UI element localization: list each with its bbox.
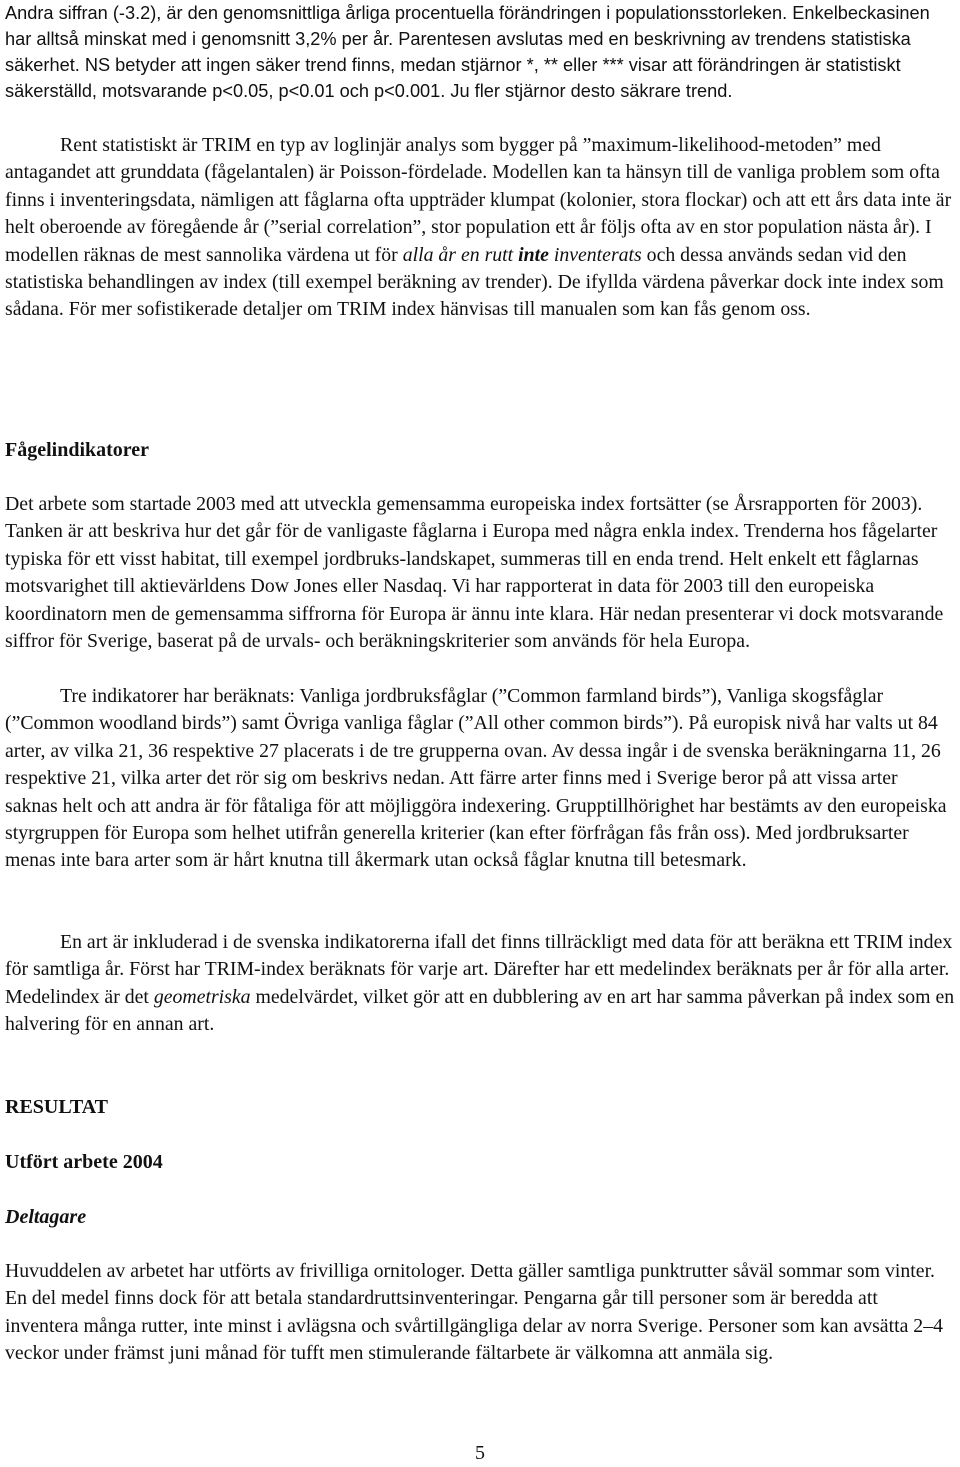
page-number: 5 [475, 1442, 485, 1464]
indicators-p3-em: geometriska [153, 985, 251, 1008]
subheading-deltagare: Deltagare [5, 1206, 87, 1228]
indicators-p3-text-b: medelvärdet, vilket gör att en dubblering av en art har samma påverkan på index som en halvering för en annan art. [5, 985, 955, 1036]
subheading-utfort-arbete: Utfört arbete 2004 [5, 1151, 163, 1173]
section-heading-fagelindikatorer: Fågelindikatorer [5, 439, 150, 461]
trim-text-em-bold: inte [518, 243, 549, 266]
trim-text-em1: alla år en rutt [402, 243, 519, 266]
indicators-paragraph-2: Tre indikatorer har beräknats: Vanliga jordbruksfåglar (”Common farmland birds”), Vanliga skogsfåglar (”Common woodland birds”) samt Övriga vanliga fåglar (”All other common birds”). På europisk nivå har valts ut 84 arter, av vilka 21, 36 respektive 27 placerats i de tre grupperna ovan. Av dessa ingår i de svenska beräkningarna 11, 26 respektive 21, vilka arter det rör sig om beskrivs nedan. Att färre arter finns med i Sverige beror på att vissa arter saknas helt och att andra är för fåtaliga för att möjliggöra indexering. Grupptillhörighet har bestämts av den europeiska styrgruppen för Europa som helhet utifrån generella kriterier (kan efter förfrågan fås från oss). Med jordbruksarter menas inte bara arter som är hårt knutna till åkermark utan också fåglar knutna till betesmark. [5, 685, 947, 872]
intro-paragraph: Andra siffran (-3.2), är den genomsnittliga årliga procentuella förändringen i populationsstorleken. Enkelbeckasinen har alltså minskat med i genomsnitt 3,2% per år. Parentesen avslutas med en beskrivning av trendens statistiska säkerhet. NS betyder att ingen säker trend finns, medan stjärnor *, ** eller *** visar att förändringen är statistiskt säkerställd, motsvarande p<0.05, p<0.01 och p<0.001. Ju fler stjärnor desto säkrare trend. [5, 3, 930, 101]
section-heading-resultat: RESULTAT [5, 1096, 109, 1118]
results-paragraph-1: Huvuddelen av arbetet har utförts av frivilliga ornitologer. Detta gäller samtliga punktrutter såväl sommar som vinter. En del medel finns dock för att betala standardruttsinventeringar. Pengarna går till personer som är beredda att inventera många rutter, inte minst i avlägsna och svårtillgängliga delar av norra Sverige. Personer som kan avsätta 2–4 veckor under främst juni månad för tufft men stimulerande fältarbete är välkomna att anmäla sig. [5, 1260, 943, 1365]
indicators-paragraph-3 [5, 929, 955, 1039]
trim-text-b: och dessa används sedan vid den statistiska behandlingen av index (till exempel beräkning av trender). De ifyllda värdena påverkar dock inte index som sådana. För mer sofistikerade detaljer om TRIM index hänvisas till manualen som kan fås genom oss. [5, 243, 944, 321]
indicators-paragraph-1: Det arbete som startade 2003 med att utveckla gemensamma europeiska index fortsätter (se Årsrapporten för 2003). Tanken är att beskriva hur det går för de vanligaste fåglarna i Europa med några enkla index. Trenderna hos fågelarter typiska för ett visst habitat, till exempel jordbruks-landskapet, summeras till en enda trend. Helt enkelt ett fåglarnas motsvarighet till aktievärldens Dow Jones eller Nasdaq. Vi har rapporterat in data för 2003 till den europeiska koordinatorn men de gemensamma siffrorna för Europa är ännu inte klara. Här nedan presenterar vi dock motsvarande siffror för Sverige, baserat på de urvals- och beräkningskriterier som används för hela Europa. [5, 493, 944, 653]
trim-text-a: Rent statistiskt är TRIM en typ av loglinjär analys som bygger på ”maximum-likelihood-metoden” med antagandet att grunddata (fågelantalen) är Poisson-fördelade. Modellen kan ta hänsyn till de vanliga problem som ofta finns i inventeringsdata, nämligen att fåglarna ofta uppträder klumpat (kolonier, stora flockar) och att ett års data inte är helt oberoende av föregående år (”serial correlation”, stor population ett år följs ofta av en stor population nästa år). I modellen räknas de mest sannolika värdena ut för [5, 134, 952, 266]
trim-paragraph [5, 132, 955, 324]
indicators-p3-text-a: En art är inkluderad i de svenska indikatorerna ifall det finns tillräckligt med data för att beräkna ett TRIM index för samtliga år. Först har TRIM-index beräknats för varje art. Därefter har ett medelindex beräknats per år för alla arter. Medelindex är det [5, 931, 953, 1008]
trim-text-em2: inventerats [548, 243, 642, 266]
